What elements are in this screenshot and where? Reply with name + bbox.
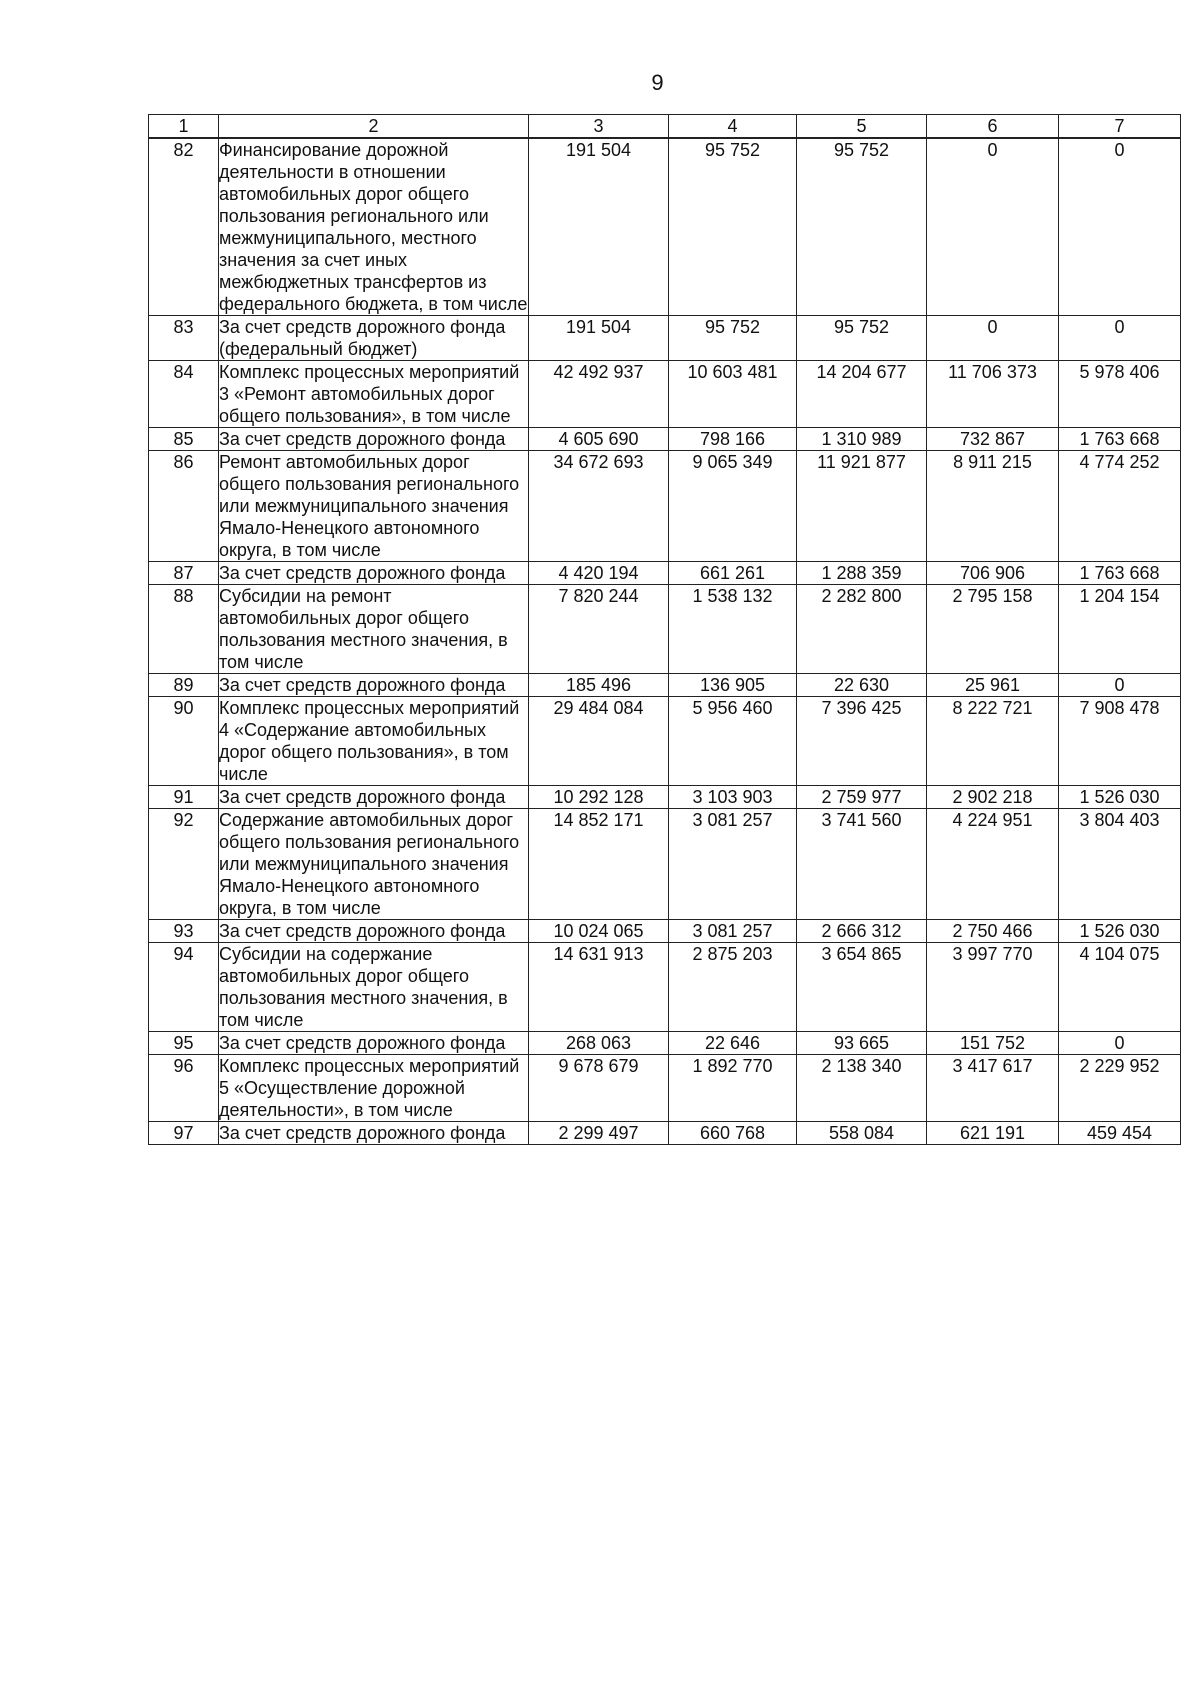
table-row <box>149 809 1181 920</box>
value-cell: 706 906 <box>927 562 1059 585</box>
value-cell: 93 665 <box>797 1032 927 1055</box>
value-cell: 9 678 679 <box>529 1055 669 1122</box>
value-cell: 1 526 030 <box>1059 786 1181 809</box>
value-cell: 661 261 <box>669 562 797 585</box>
table-row <box>149 361 1181 428</box>
value-cell: 14 631 913 <box>529 943 669 1032</box>
value-cell: 2 759 977 <box>797 786 927 809</box>
value-cell: 2 282 800 <box>797 585 927 674</box>
value-cell: 2 902 218 <box>927 786 1059 809</box>
value-cell: 136 905 <box>669 674 797 697</box>
row-description: За счет средств дорожного фонда <box>219 562 529 585</box>
value-cell: 7 396 425 <box>797 697 927 786</box>
row-number: 88 <box>149 585 219 674</box>
value-cell: 0 <box>927 138 1059 316</box>
row-number: 85 <box>149 428 219 451</box>
value-cell: 95 752 <box>797 316 927 361</box>
value-cell: 29 484 084 <box>529 697 669 786</box>
value-cell: 1 526 030 <box>1059 920 1181 943</box>
value-cell: 3 804 403 <box>1059 809 1181 920</box>
row-description: Комплекс процессных мероприятий 3 «Ремонт автомобильных дорог общего пользования», в том числе <box>219 361 529 428</box>
value-cell: 3 081 257 <box>669 809 797 920</box>
value-cell: 22 630 <box>797 674 927 697</box>
page-number: 9 <box>651 70 664 95</box>
value-cell: 268 063 <box>529 1032 669 1055</box>
table-row <box>149 562 1181 585</box>
table-row <box>149 920 1181 943</box>
value-cell: 185 496 <box>529 674 669 697</box>
row-description: Финансирование дорожной деятельности в отношении автомобильных дорог общего пользования регионального или межмуниципального, местного значения за счет иных межбюджетных трансфертов из федерального бюджета, в том числе <box>219 140 528 314</box>
row-number: 89 <box>149 674 219 697</box>
value-cell: 95 752 <box>669 316 797 361</box>
value-cell: 42 492 937 <box>529 361 669 428</box>
row-number: 87 <box>149 562 219 585</box>
value-cell: 4 605 690 <box>529 428 669 451</box>
value-cell: 9 065 349 <box>669 451 797 562</box>
value-cell: 0 <box>1059 674 1181 697</box>
table-row <box>149 316 1181 361</box>
row-number: 97 <box>149 1122 219 1145</box>
value-cell: 2 666 312 <box>797 920 927 943</box>
value-cell: 14 852 171 <box>529 809 669 920</box>
value-cell: 4 774 252 <box>1059 451 1181 562</box>
value-cell: 11 706 373 <box>927 361 1059 428</box>
value-cell: 22 646 <box>669 1032 797 1055</box>
row-description: Ремонт автомобильных дорог общего пользования регионального или межмуниципального значения Ямало-Ненецкого автономного округа, в том числе <box>219 451 529 562</box>
value-cell: 4 420 194 <box>529 562 669 585</box>
row-number: 94 <box>149 943 219 1032</box>
row-description: За счет средств дорожного фонда (федеральный бюджет) <box>219 316 529 361</box>
column-header: 3 <box>529 115 669 139</box>
table-row <box>149 1032 1181 1055</box>
table-row <box>149 1055 1181 1122</box>
table-row <box>149 943 1181 1032</box>
value-cell: 3 741 560 <box>797 809 927 920</box>
value-cell: 3 417 617 <box>927 1055 1059 1122</box>
table-row <box>149 451 1181 562</box>
value-cell: 2 138 340 <box>797 1055 927 1122</box>
value-cell: 459 454 <box>1059 1122 1181 1145</box>
value-cell: 34 672 693 <box>529 451 669 562</box>
column-header: 2 <box>219 115 529 139</box>
value-cell: 0 <box>1059 1032 1181 1055</box>
row-description: За счет средств дорожного фонда <box>219 786 529 809</box>
table-row <box>149 585 1181 674</box>
value-cell: 1 288 359 <box>797 562 927 585</box>
value-cell: 14 204 677 <box>797 361 927 428</box>
column-header: 7 <box>1059 115 1181 139</box>
value-cell: 8 911 215 <box>927 451 1059 562</box>
row-number: 95 <box>149 1032 219 1055</box>
value-cell: 7 908 478 <box>1059 697 1181 786</box>
row-number: 91 <box>149 786 219 809</box>
value-cell: 660 768 <box>669 1122 797 1145</box>
value-cell: 1 538 132 <box>669 585 797 674</box>
row-number: 82 <box>149 138 219 316</box>
row-number: 96 <box>149 1055 219 1122</box>
row-number: 86 <box>149 451 219 562</box>
value-cell: 5 978 406 <box>1059 361 1181 428</box>
value-cell: 2 299 497 <box>529 1122 669 1145</box>
table-row <box>149 1122 1181 1145</box>
value-cell: 0 <box>927 316 1059 361</box>
value-cell: 7 820 244 <box>529 585 669 674</box>
row-description: Комплекс процессных мероприятий 4 «Содержание автомобильных дорог общего пользования», в том числе <box>219 697 529 786</box>
value-cell: 3 654 865 <box>797 943 927 1032</box>
value-cell: 0 <box>1059 316 1181 361</box>
row-description: Комплекс процессных мероприятий 5 «Осуществление дорожной деятельности», в том числе <box>219 1055 529 1122</box>
table-row <box>149 674 1181 697</box>
row-number: 83 <box>149 316 219 361</box>
value-cell: 2 750 466 <box>927 920 1059 943</box>
value-cell: 11 921 877 <box>797 451 927 562</box>
table-row <box>149 428 1181 451</box>
value-cell: 732 867 <box>927 428 1059 451</box>
value-cell: 2 229 952 <box>1059 1055 1181 1122</box>
value-cell: 191 504 <box>529 316 669 361</box>
value-cell: 4 224 951 <box>927 809 1059 920</box>
row-description: Субсидии на содержание автомобильных дорог общего пользования местного значения, в том числе <box>219 943 529 1032</box>
value-cell: 3 081 257 <box>669 920 797 943</box>
value-cell: 1 763 668 <box>1059 562 1181 585</box>
column-header: 1 <box>149 115 219 139</box>
value-cell: 4 104 075 <box>1059 943 1181 1032</box>
row-description: Субсидии на ремонт автомобильных дорог общего пользования местного значения, в том числе <box>219 585 529 674</box>
column-header: 5 <box>797 115 927 139</box>
row-description: За счет средств дорожного фонда <box>219 920 529 943</box>
row-description: За счет средств дорожного фонда <box>219 1032 529 1055</box>
header-row <box>149 115 1181 139</box>
row-description: За счет средств дорожного фонда <box>219 674 529 697</box>
value-cell: 25 961 <box>927 674 1059 697</box>
value-cell: 2 795 158 <box>927 585 1059 674</box>
value-cell: 1 763 668 <box>1059 428 1181 451</box>
column-header: 6 <box>927 115 1059 139</box>
value-cell: 558 084 <box>797 1122 927 1145</box>
value-cell: 0 <box>1059 138 1181 316</box>
value-cell: 151 752 <box>927 1032 1059 1055</box>
value-cell: 3 997 770 <box>927 943 1059 1032</box>
value-cell: 95 752 <box>669 138 797 316</box>
value-cell: 1 310 989 <box>797 428 927 451</box>
value-cell: 1 892 770 <box>669 1055 797 1122</box>
column-header: 4 <box>669 115 797 139</box>
value-cell: 1 204 154 <box>1059 585 1181 674</box>
value-cell: 10 292 128 <box>529 786 669 809</box>
table-row <box>149 786 1181 809</box>
value-cell: 10 024 065 <box>529 920 669 943</box>
row-number: 90 <box>149 697 219 786</box>
row-description: Содержание автомобильных дорог общего пользования регионального или межмуниципального значения Ямало-Ненецкого автономного округа, в том числе <box>219 809 529 920</box>
row-number: 93 <box>149 920 219 943</box>
table-row <box>149 138 1181 316</box>
value-cell: 798 166 <box>669 428 797 451</box>
value-cell: 10 603 481 <box>669 361 797 428</box>
value-cell: 8 222 721 <box>927 697 1059 786</box>
value-cell: 5 956 460 <box>669 697 797 786</box>
row-number: 92 <box>149 809 219 920</box>
row-description: За счет средств дорожного фонда <box>219 1122 529 1145</box>
row-number: 84 <box>149 361 219 428</box>
value-cell: 621 191 <box>927 1122 1059 1145</box>
row-description: За счет средств дорожного фонда <box>219 428 529 451</box>
value-cell: 3 103 903 <box>669 786 797 809</box>
table-body <box>149 138 1181 1145</box>
value-cell: 95 752 <box>797 138 927 316</box>
value-cell: 191 504 <box>529 138 669 316</box>
table-row <box>149 697 1181 786</box>
value-cell: 2 875 203 <box>669 943 797 1032</box>
budget-table <box>148 114 1181 1145</box>
